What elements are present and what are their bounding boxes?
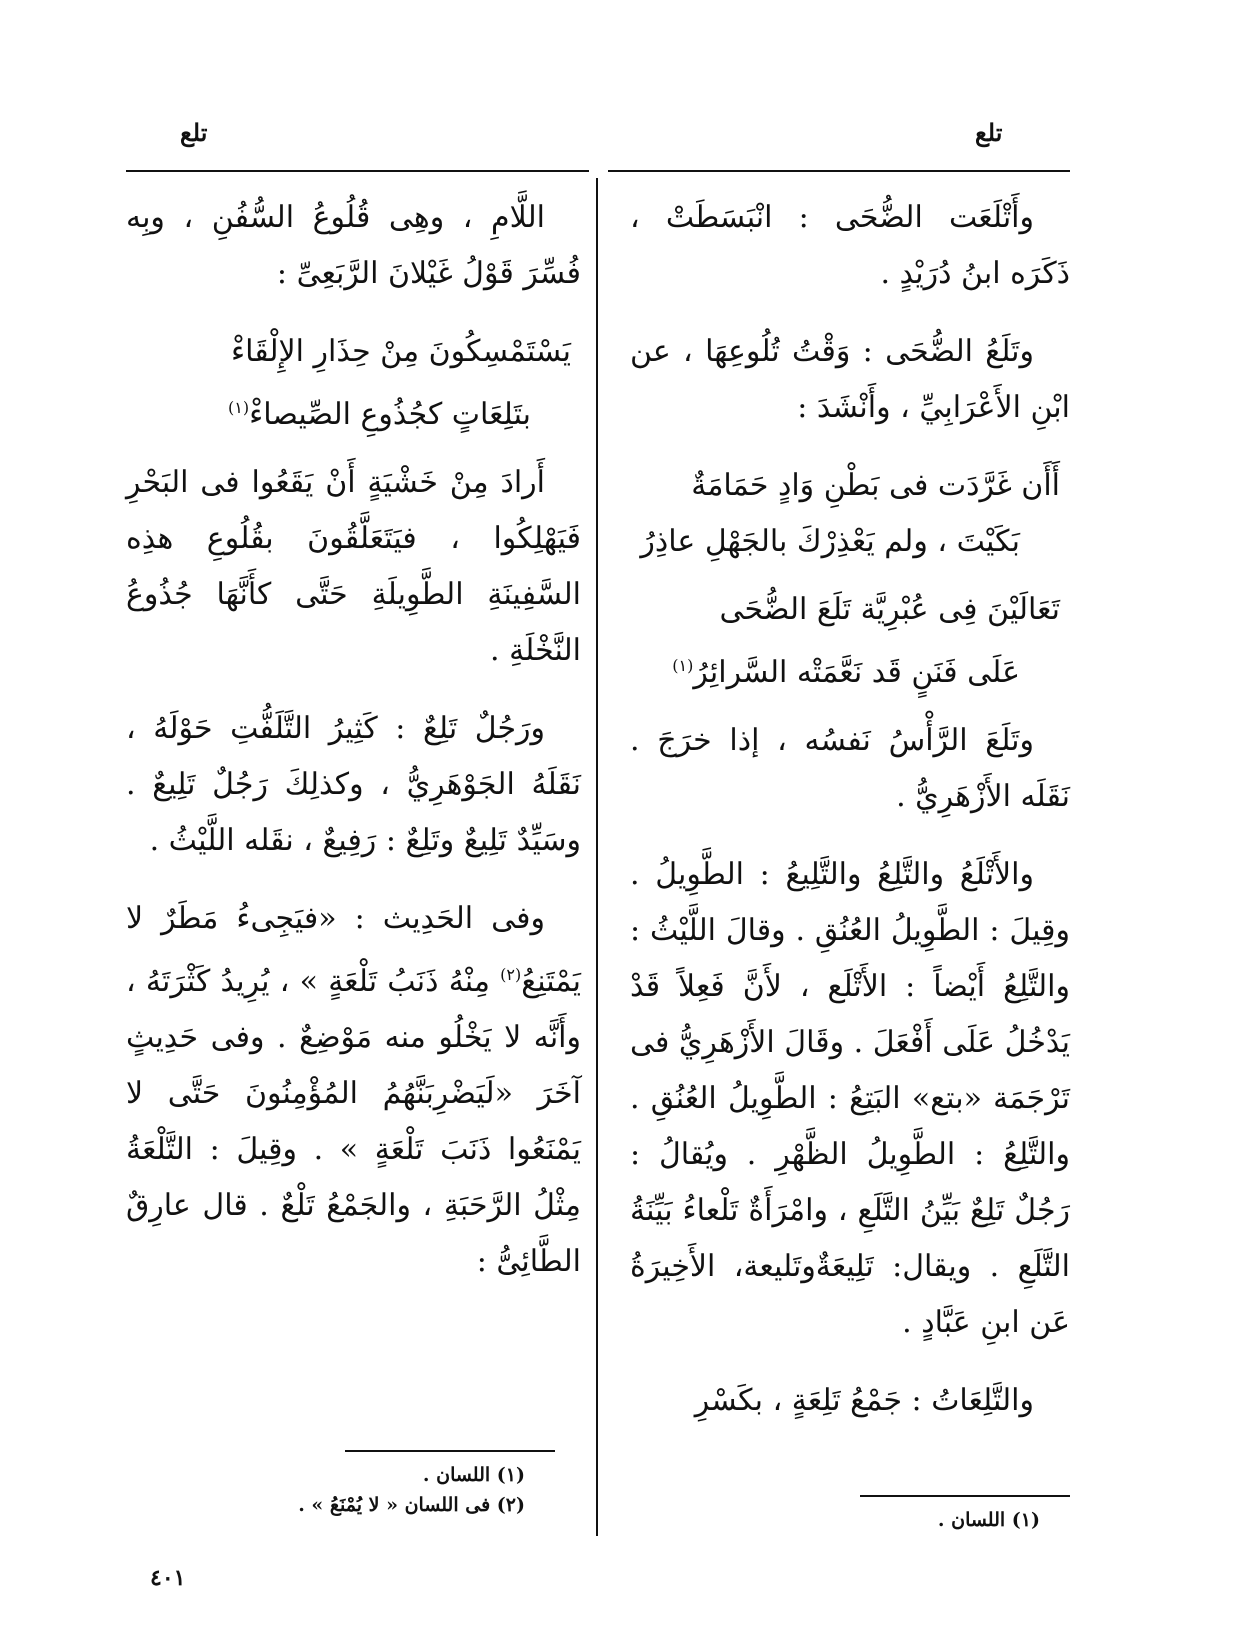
verse-hemistich: بَكَيْتَ ، ولم يَعْذِرْكَ بالجَهْلِ عاذِرُ	[640, 524, 1020, 559]
footnote-marker: (١)	[672, 656, 694, 675]
entry-paragraph: وتَلَعُ الضُّحَى : وَقْتُ تُلُوعِهَا ، عن ابْنِ الأَعْرَابِيِّ ، وأَنْشَدَ :	[630, 334, 1070, 425]
verse-hemistich: أَأَن غَرَّدَت فى بَطْنِ وَادٍ حَمَامَةٌ	[691, 468, 1060, 503]
entry-paragraph: والأَتْلَعُ والتَّلِعُ والتَّلِيعُ : الطَّوِيلُ . وقِيلَ : الطَّوِيلُ العُنُقِ . وقالَ اللَّيْثُ : والتَّلِعُ أَيْضاً : الأَتْلَع ، لأَنَّ فَعِلاً قَدْ يَدْخُلُ عَلَى أَفْعَلَ . وقَالَ الأَزْهَرِيُّ فى تَرْجَمَة «بتع» البَتِعُ : الطَّوِيلُ العُنُقِ . والتَّلِعُ : الطَّوِيلُ الظَّهْرِ . ويُقالُ : رَجُلٌ تَلِعٌ بَيِّنُ التَّلَعِ ، وامْرَأَةٌ تَلْعاءُ بَيِّنَةُ التَّلَعِ . ويقال: تَلِيعَةٌوتَليعة، الأَخِيرَةُ عَن ابنِ عَبَّادٍ .	[630, 857, 1070, 1340]
verse-hemistich	[126, 380, 571, 443]
page-number: ٤٠١	[150, 1565, 186, 1591]
poetry-verse	[630, 582, 1070, 701]
entry-paragraph: وتَلَعَ الرَّأْسُ نَفسُه ، إذا خرَجَ . نَقَلَه الأَزْهَرِيُّ .	[630, 723, 1070, 814]
verse-hemistich: يَسْتَمْسِكُونَ مِنْ حِذَارِ الإِلْقَاءْ	[230, 334, 571, 369]
right-column	[630, 190, 1070, 1451]
poetry-verse	[630, 458, 1070, 570]
footnote: (٢) فى اللسان « لا يُمْنَعُ » .	[298, 1494, 525, 1516]
entry-paragraph: ورَجُلٌ تَلِعٌ : كَثِيرُ التَّلَفُّتِ حَوْلَهُ ، نَقَلَهُ الجَوْهَرِيُّ ، وكذلِكَ رَجُلٌ تَلِيعٌ . وسَيِّدٌ تَلِيعٌ وتَلِعٌ : رَفِيعٌ ، نقَله اللَّيْثُ .	[126, 711, 581, 858]
header-rule-right	[608, 170, 1070, 172]
entry-text: مِنْهُ ذَنَبُ تَلْعَةٍ » ، يُرِيدُ كَثْرَتَهُ ، وأَنَّه لا يَخْلُو منه مَوْضِعٌ . وفى حَدِيثٍ آخَرَ «لَيَضْرِبَنَّهُمُ المُؤْمِنُونَ حَتَّى لا يَمْنَعُوا ذَنَبَ تَلْعَةٍ » . وقِيلَ : التَّلْعَةُ مِثْلُ الرَّحَبَةِ ، والجَمْعُ تَلْعٌ . قال عارِقٌ الطَّائِىُّ :	[126, 964, 581, 1279]
footnotes-left	[140, 1460, 525, 1520]
entry-paragraph: أَرادَ مِنْ خَشْيَةٍ أَنْ يَقَعُوا فى البَحْرِ فَيَهْلِكُوا ، فيَتَعَلَّقُونَ بقُلُوعِ هذِه السَّفِينَةِ الطَّوِيلَةِ حَتَّى كأَنَّهَا جُذُوعُ النَّخْلَةِ .	[126, 465, 581, 668]
verse-text: عَلَى فَنَنٍ قَد نَعَّمَتْه السَّرائِرُ	[693, 655, 1020, 690]
entry-paragraph: وأَتْلَعَت الضُّحَى : انْبَسَطَتْ ، ذَكَرَه ابنُ دُرَيْدٍ .	[630, 200, 1070, 291]
entry-paragraph: اللَّامِ ، وهِى قُلُوعُ السُّفُنِ ، وبِه فُسِّرَ قَوْلُ غَيْلانَ الرَّبَعِىِّ :	[126, 200, 581, 291]
entry-text: وفى الحَدِيث : «فيَجِىءُ مَطَرٌ لا يَمْتَنِعُ	[126, 901, 581, 999]
entry-paragraph	[126, 891, 581, 1290]
poetry-verse	[126, 324, 581, 443]
footnote-marker: (١)	[228, 398, 250, 417]
entry-paragraph: والتَّلِعَاتُ : جَمْعُ تَلِعَةٍ ، بكَسْرِ	[694, 1383, 1034, 1418]
verse-hemistich: تَعَالَيْنَ فِى عُبْرِيَّة تَلَعَ الضُّحَى	[719, 592, 1060, 627]
footnote: (١) اللسان .	[422, 1464, 525, 1486]
column-divider	[596, 178, 598, 1536]
footnote-rule-left	[345, 1450, 555, 1452]
left-column	[126, 190, 581, 1312]
footnote-marker: (٢)	[500, 965, 522, 984]
verse-hemistich	[630, 638, 1060, 701]
footnote-right: (١) اللسان .	[937, 1509, 1040, 1531]
header-rule-left	[126, 170, 589, 172]
running-header-right: تلع	[975, 118, 1003, 147]
footnote-rule-right	[860, 1495, 1070, 1497]
running-header-left: تلع	[180, 118, 208, 147]
verse-text: بتَلِعَاتٍ كجُذُوعِ الصِّيصاءْ	[249, 397, 531, 432]
